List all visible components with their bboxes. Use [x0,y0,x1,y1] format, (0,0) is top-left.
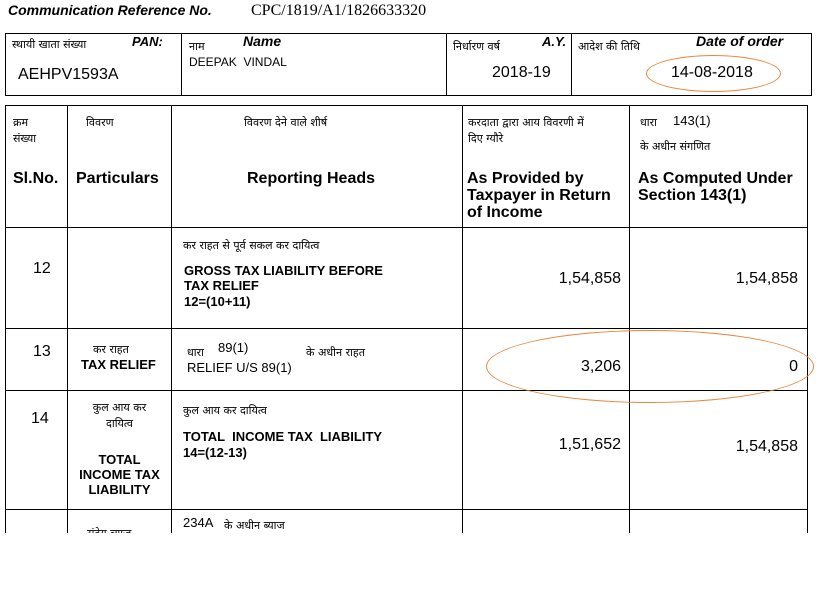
header-particulars: Particulars [76,170,159,187]
row-12-reporting-line2: TAX RELIEF [184,278,259,293]
name-value: DEEPAK VINDAL [189,55,287,69]
row-14-particulars-hindi-1: कुल आय कर [92,401,147,414]
row-12-reporting-line3: 12=(10+11) [184,294,251,309]
row-13-reporting-hindi-a: धारा [187,346,204,359]
info-divider [446,33,447,96]
table-row-divider [5,328,808,329]
provided-hindi-1: करदाता द्वारा आय विवरणी में [468,116,584,129]
info-divider [181,33,182,96]
row-12-sl: 12 [33,260,51,277]
pan-hindi-label: स्थायी खाता संख्या [12,38,87,51]
date-label: Date of order [696,33,784,49]
row-15-reporting-hindi: के अधीन ब्याज [224,519,285,532]
table-col-line [171,105,172,533]
computed-hindi-1: धारा [640,116,657,129]
table-border-top [5,105,808,106]
row-13-reporting-hindi-b: के अधीन राहत [306,346,366,359]
row-13-reporting-section: 89(1) [218,340,249,355]
reporting-hindi: विवरण देने वाले शीर्ष [244,116,328,129]
row-13-provided: 3,206 [580,358,621,375]
row-15-particulars-clip [68,510,171,533]
row-12-reporting-hindi: कर राहत से पूर्व सकल कर दायित्व [183,239,320,252]
particulars-hindi: विवरण [86,116,114,129]
name-label: Name [243,33,282,49]
header-sl-no: Sl.No. [13,170,59,187]
row-15-reporting-section: 234A [183,515,214,530]
row-14-sl: 14 [31,410,49,427]
table-col-line [629,105,630,533]
header-as-computed: As Computed Under Section 143(1) [638,170,793,204]
comm-ref-label: Communication Reference No. [8,2,212,18]
row-14-computed: 1,54,858 [735,438,798,455]
row-14-reporting-hindi: कुल आय कर दायित्व [183,404,267,417]
row-14-reporting-line1: TOTAL INCOME TAX LIABILITY [183,429,383,444]
header-as-provided: As Provided by Taxpayer in Return of Income [467,170,611,221]
row-12-provided: 1,54,858 [558,270,621,287]
sl-hindi-1: क्रम [13,116,29,129]
comm-ref-value: CPC/1819/A1/1826633320 [251,2,427,19]
info-divider [571,33,572,96]
name-hindi-label: नाम [189,40,205,53]
provided-hindi-2: दिए ग्यौरे [468,132,504,145]
sl-hindi-2: संख्या [13,132,37,145]
row-13-reporting-line1: RELIEF U/S 89(1) [187,360,292,375]
page-cutoff-area [0,533,819,600]
row-13-particulars: TAX RELIEF [81,357,156,372]
ay-label: A.Y. [542,34,567,49]
table-row-divider [5,227,808,228]
row-13-sl: 13 [33,343,51,360]
row-14-particulars-hindi-2: दायित्व [106,417,133,430]
pan-value: AEHPV1593A [18,66,119,83]
table-col-line [462,105,463,533]
ay-value: 2018-19 [492,64,551,81]
row-14-particulars-line1: TOTAL [98,452,141,467]
row-12-computed: 1,54,858 [735,270,798,287]
date-hindi-label: आदेश की तिथि [578,40,640,53]
computed-section-number: 143(1) [673,113,711,128]
row-14-particulars-line3: LIABILITY [88,482,151,497]
computed-hindi-2: के अधीन संगणित [640,140,711,153]
table-col-line [5,105,6,533]
ay-hindi-label: निर्धारण वर्ष [453,40,500,53]
row-12-reporting-line1: GROSS TAX LIABILITY BEFORE [184,263,383,278]
row-14-particulars-line2: INCOME TAX [79,467,160,482]
row-14-provided: 1,51,652 [558,436,621,453]
pan-label: PAN: [132,34,163,49]
table-col-line [807,105,808,533]
row-13-particulars-hindi: कर राहत [93,343,129,356]
date-value: 14-08-2018 [671,64,753,81]
row-14-reporting-line2: 14=(12-13) [183,445,247,460]
header-reporting-heads: Reporting Heads [247,170,376,187]
row-13-computed: 0 [789,358,798,375]
